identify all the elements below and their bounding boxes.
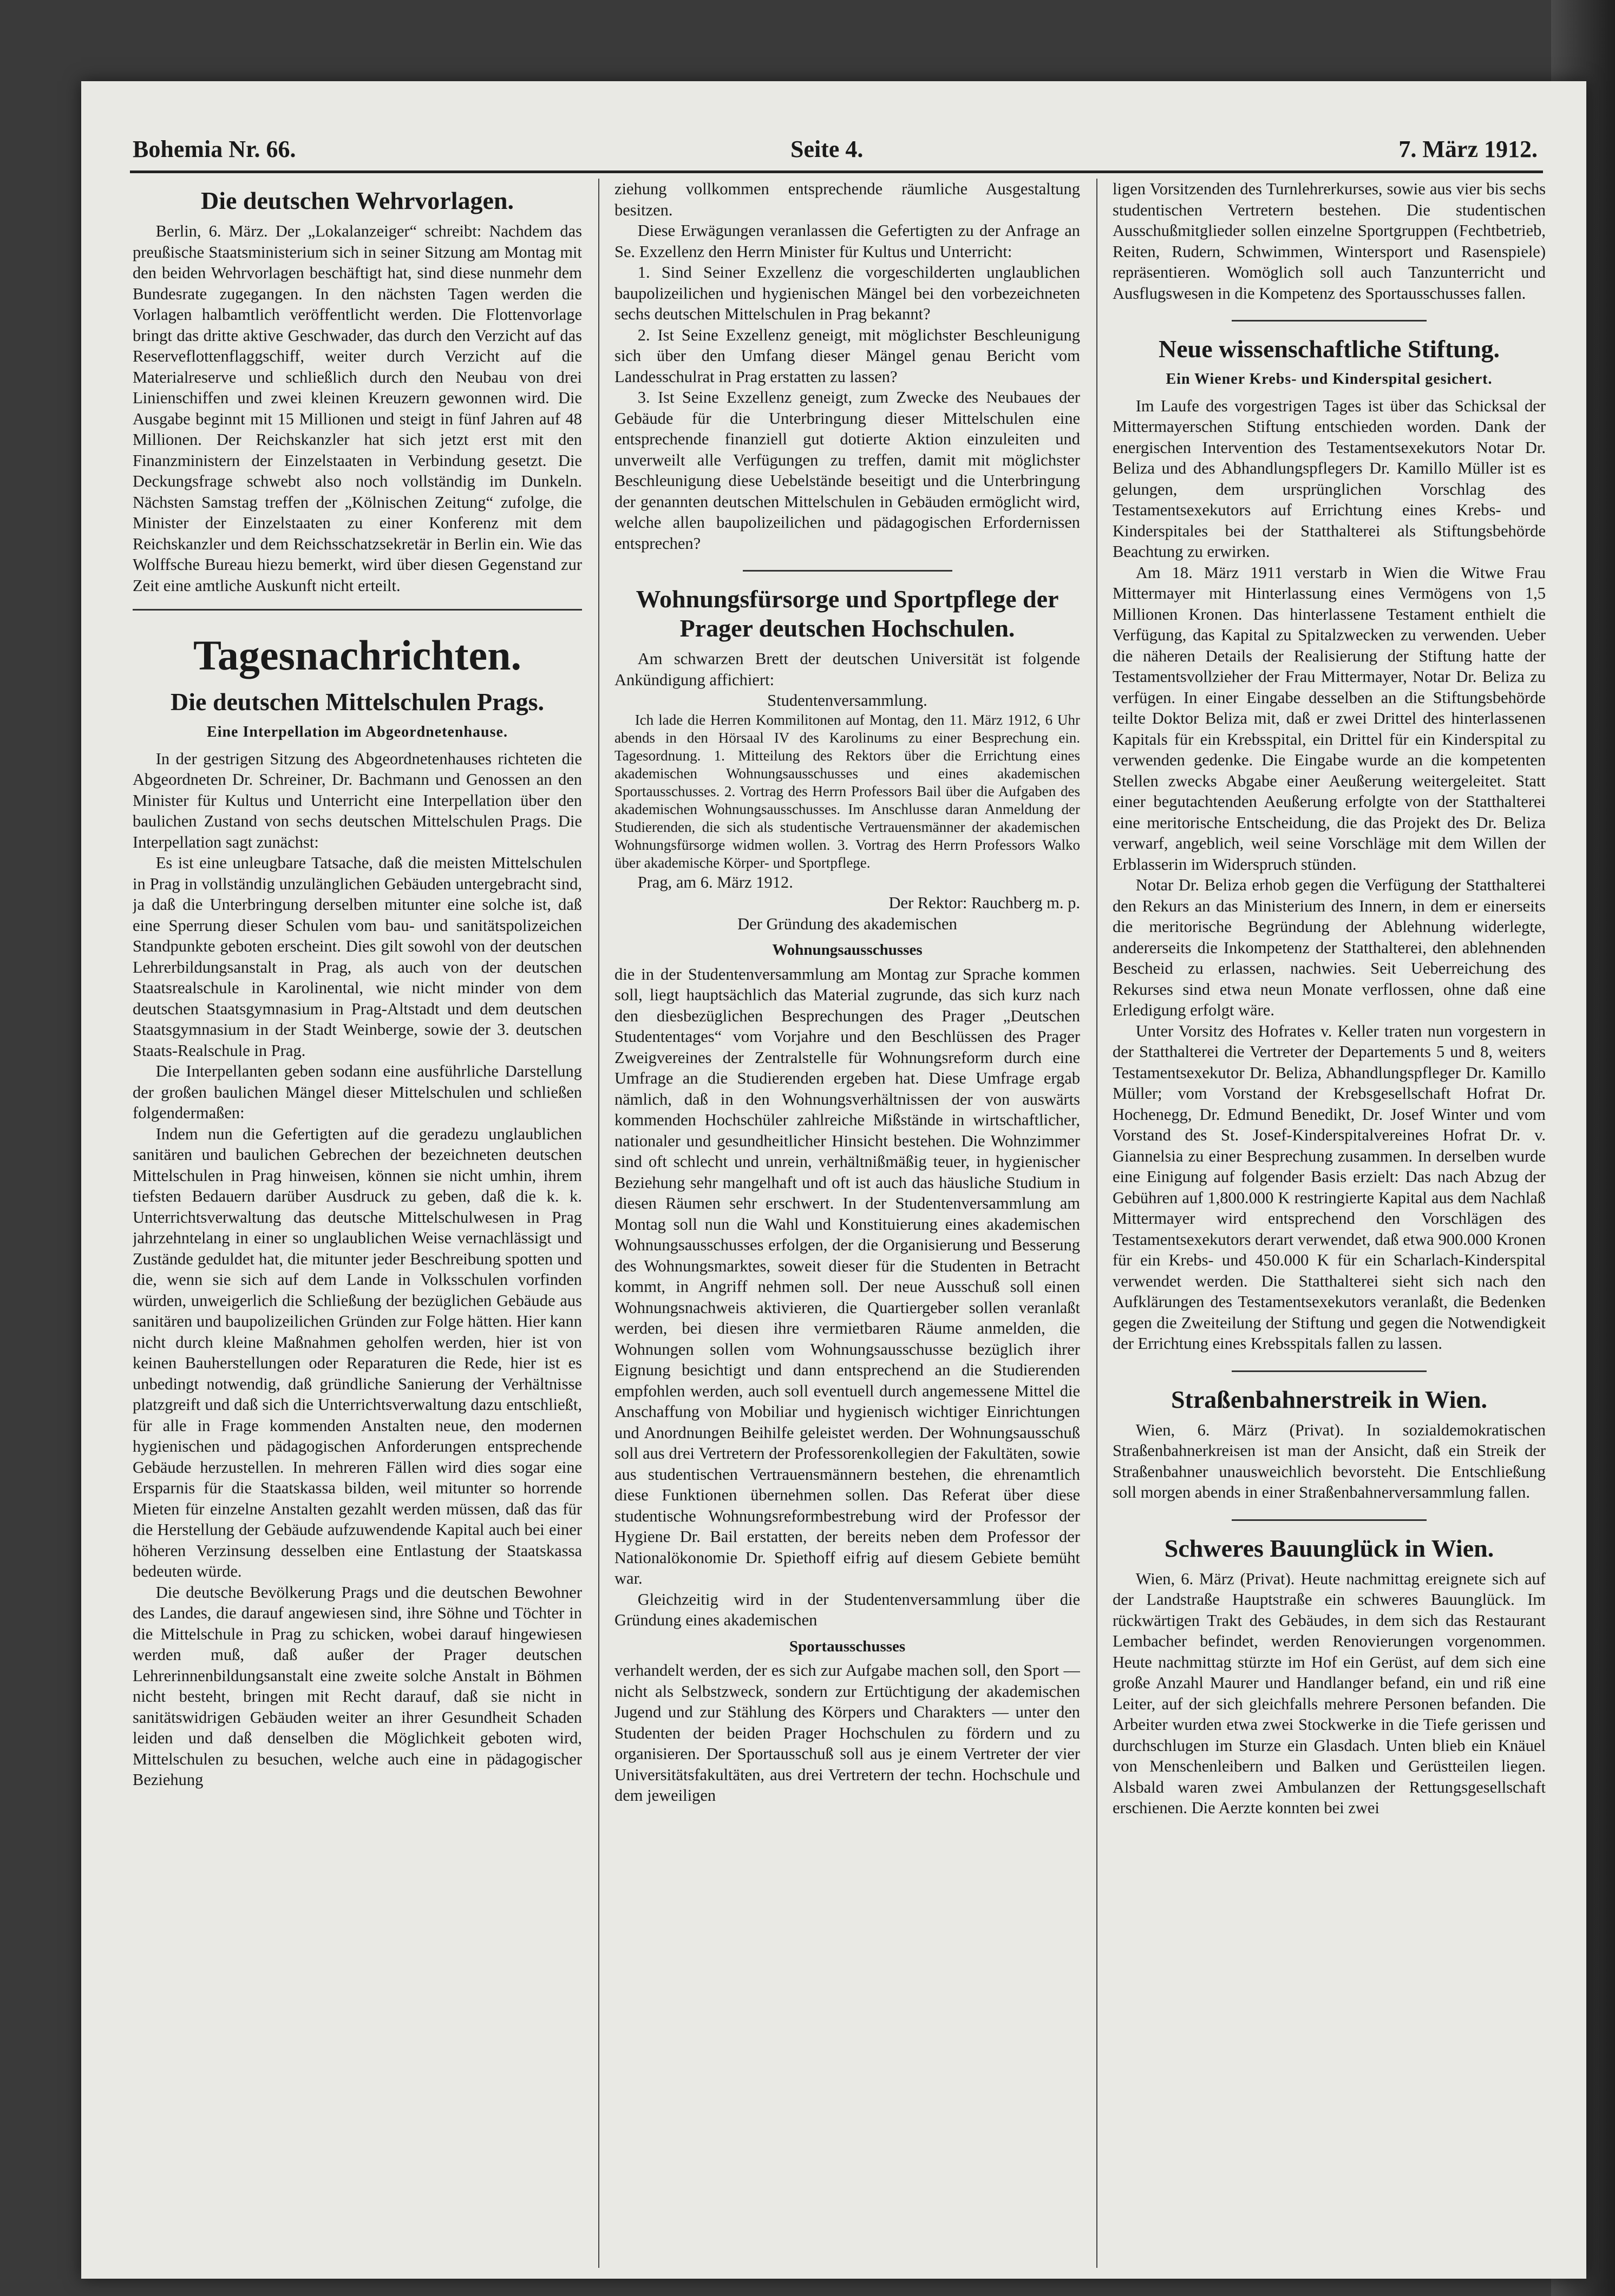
section-title-tagesnachrichten: Tagesnachrichten. [193,632,521,679]
article-text: ziehung vollkommen entsprechende räumliche Ausgestaltung besitzen. [614,180,1080,219]
article-text: 2. Ist Seine Exzellenz geneigt, mit möglichster Beschleunigung sich über den Umfang dieser Mängel genau Bericht vom Landesschulrat in Prag erstatten zu lassen? [614,325,1080,386]
article-text: Wien, 6. März (Privat). Heute nachmittag ereignete sich auf der Landstraße Hauptstraße ein schweres Bauunglück. Im rückwärtigen Trakt des Gebäudes, in dem sich das Restaurant Lembacher befindet, werden Renovierungen vorgenommen. Heute nachmittag stürzte im Hof ein Gerüst, auf dem sich eine große Anzahl Maurer und Handlanger befand, ein und riß eine Leiter, auf der sich gleichfalls mehrere Personen befanden. Die Arbeiter wurden etwa zwei Stockwerke in die Tiefe gerissen und durchschlugen im Sturze ein Glasdach. Unten blieb ein Knäuel von Menschenleibern und Balken und Gerüstteilen liegen. Alsbald waren zwei Ambulanzen der Rettungsgesellschaft erschienen. Die Aerzte konnten bei zwei [1113,1569,1546,1817]
article-subheading: Sportausschusses [789,1637,906,1655]
article-divider [1232,1370,1427,1372]
article-divider [1232,320,1427,322]
header-date: 7. März 1912. [1398,136,1538,162]
header-publication: Bohemia Nr. 66. [133,136,296,162]
article-title-mittelschulen: Die deutschen Mittelschulen Prags. [171,688,544,716]
article-divider [1232,1519,1427,1521]
article-text: Unter Vorsitz des Hofrates v. Keller traten nun vorgestern in der Statthalterei die Vertreter der Departements 5 und 8, weiters Testamentsexekutor Dr. Beliza, Abhandlungspfleger Dr. Kamillo Müller; vom Vorstand der Krebsgesellschaft Hofrat Dr. Hochenegg, Dr. Edmund Benedikt, Dr. Josef Winter und vom Vorstand des St. Josef-Kinderspitalvereines Hofrat Dr. v. Giannelsia zu einer Besprechung zusammen. In derselben wurde eine Einigung auf folgender Basis erzielt: Das nach Abzug der Gebühren auf 1,800.000 K restringierte Kapital aus dem Nachlaß Mittermayer wird entsprechend den Vorschlägen des Testamentsexekutors derart verwendet, daß etwa 900.000 Kronen für ein Krebs- und 450.000 K für ein Scharlach-Kinderspital verwendet werden. Die Statthalterei sieht sich nach den Aufklärungen des Testamentsexekutors veranlaßt, die Bedenken gegen die Zweiteilung der Stiftung und gegen die Notwendigkeit der Errichtung eines Krebsspitals fallen zu lassen. [1113,1021,1546,1353]
header-rule [130,170,1543,173]
column-2 [614,179,1080,2273]
article-subheading: Wohnungsausschusses [772,941,923,959]
notice-date: Prag, am 6. März 1912. [637,873,793,891]
article-text: Die deutsche Bevölkerung Prags und die deutschen Bewohner des Landes, die darauf angewiesen sind, ihre Söhne und Töchter in die Mittelschule in Prag zu schicken, wobei darauf hingewiesen werden muß, daß außer der Prager deutschen Lehrerinnenbildungsanstalt eine zweite solche Anstalt in Böhmen nicht besteht, bringen mit Recht darauf, daß sie nicht in sanitätswidrigen Gebäuden weiter an ihrer Gesundheit Schaden leiden und daß denselben die Möglichkeit geboten wird, Mittelschulen zu besuchen, welche auch eine in pädagogischer Beziehung [133,1583,582,1789]
notice-signature: Der Rektor: Rauchberg m. p. [888,894,1080,912]
article-text: Es ist eine unleugbare Tatsache, daß die meisten Mittelschulen in Prag in vollständig unzulänglichen Gebäuden untergebracht sind, ja daß die Unterbringung derselben mitunter eine solche ist, daß eine Sperrung dieser Schulen vom bau- und sanitätspolizeichen Standpunkte geboten erscheint. Dies gilt sowohl von der deutschen Lehrerbildungsanstalt in Prag, als auch von der deutschen Staatsrealschule in Karolinental, wie nicht minder von dem deutschen Staatsgymnasium in Prag-Altstadt und dem deutschen Staatsgymnasium in der Stadt Weinberge, sowie der 3. deutschen Staats-Realschule in Prag. [133,854,582,1060]
newspaper-page [81,81,1586,2279]
article-text: Die Interpellanten geben sodann eine ausführliche Darstellung der großen baulichen Mängel dieser Mittelschulen und schließen folgendermaßen: [133,1062,582,1122]
article-divider [743,570,952,572]
article-text: Am 18. März 1911 verstarb in Wien die Witwe Frau Mittermayer mit Hinterlassung eines Vermögens von 1,5 Millionen Kronen. Das hinterlassene Testament enthielt die Verfügung, das Kapital zu Spitalzwecken zu verwenden. Ueber die näheren Details der Realisierung der Stiftung hatte der Testamentsvollzieher der Frau Mittermayer, Notar Dr. Beliza zu verfügen. In einer Eingabe desselben an die Stiftungsbehörde teilte Doktor Beliza mit, daß er zwei Drittel des hinterlassenen Kapitals für ein Krebsspital, ein Drittel für ein Kinderspital zu verwenden gedenke. Die Eingabe wurde an die kompetenten Stellen zwecks Abgabe einer Aeußerung weitergeleitet. Statt einer begutachtenden Aeußerung erfolgte von der Statthalterei eine meritorische Entscheidung, die das Projekt des Dr. Beliza verwarf, angeblich, weil seine Vorschläge mit dem Willen der Erblasserin im Widerspruch stünden. [1113,563,1546,874]
article-text: Im Laufe des vorgestrigen Tages ist über das Schicksal der Mittermayerschen Stiftung entschieden worden. Dank der energischen Intervention des Testamentsexekutors Notar Dr. Beliza und des Abhandlungspflegers Dr. Kamillo Müller ist es gelungen, dem ursprünglichen Vorschlag des Testamentsexekutors auf Errichtung eines Krebs- und Kinderspitales bei der Statthalterei als Stiftungsbehörde Beachtung zu erwirken. [1113,396,1546,561]
column-1 [133,179,582,2273]
article-text: Gleichzeitig wird in der Studentenversammlung über die Gründung eines akademischen [614,1590,1080,1629]
notice-text: Ich lade die Herren Kommilitonen auf Montag, den 11. März 1912, 6 Uhr abends in den Hörsaal IV des Karolinums zu einer Besprechung ein. Tagesordnung. 1. Mitteilung des Rektors über die Errichtung eines akademischen Wohnungsausschusses und eines akademischen Sportausschusses. 2. Vortrag des Herrn Professors Bail über die Aufgaben des akademischen Wohnungsausschusses. Im Anschlusse daran Anmeldung der Studierenden, die sich als studentische Vertrauensmänner der akademischen Wohnungsfürsorge widmen wollen. 3. Vortrag des Herrn Professors Walko über akademische Körper- und Sportpflege. [614,711,1080,871]
article-text: Der Gründung des akademischen [737,914,957,933]
article-title-wehrvorlagen: Die deutschen Wehrvorlagen. [201,187,514,214]
article-text: Berlin, 6. März. Der „Lokalanzeiger“ schreibt: Nachdem das preußische Staatsministerium sich in seiner Sitzung am Montag mit den beiden Wehrvorlagen beschäftigt hat, sind diese nunmehr dem Bundesrate zugegangen. In den nächsten Tagen werden die Vorlagen halbamtlich veröffentlicht werden. Die Flottenvorlage bringt das dritte aktive Geschwader, das durch den Verzicht auf das Reserveflottenflaggschiff, weiter durch Verzicht auf die Materialreserve und schließlich durch den Neubau von drei Linienschiffen und zwei kleinen Kreuzern gewonnen wird. Die Ausgabe beginnt mit 15 Millionen und steigt in fünf Jahren auf 48 Millionen. Der Reichskanzler hat sich jetzt erst mit den Finanzministern der Einzelstaaten in Verbindung gesetzt. Die Deckungsfrage schwebt also noch vollständig im Dunkeln. Nächsten Samstag treffen der „Kölnischen Zeitung“ zufolge, die Minister der Einzelstaaten zu einer Konferenz mit dem Reichskanzler und dem Reichsschatzsekretär in Berlin ein. Wie das Wolffsche Bureau hiezu bemerkt, wird über diesen Gegenstand zur Zeit eine amtliche Auskunft nicht erteilt. [133,222,582,595]
article-text: Indem nun die Gefertigten auf die geradezu unglaublichen sanitären und baulichen Gebrechen der bezeichneten deutschen Mittelschulen in Prag hinweisen, können sie nicht umhin, ihrem tiefsten Bedauern darüber Ausdruck zu geben, daß die k. k. Unterrichtsverwaltung das deutsche Mittelschulwesen in Prag jahrzehntelang in einer so unglaublichen Weise vernachlässigt und Zustände geduldet hat, die mitunter jeder Beschreibung spotten und die, wenn sie sich auf dem Lande in Volksschulen vorfinden würden, unweigerlich die Schließung der bezüglichen Gebäude aus sanitären und baupolizeilichen Gründen zur Folge hätten. Hier kann nicht durch kleine Maßnahmen geholfen werden, hier ist von keinen Bauherstellungen oder Reparaturen die Rede, hier ist es unbedingt notwendig, daß gründliche Sanierung der Verhältnisse platzgreift und daß sich die Unterrichtsverwaltung dazu entschließt, für alle in Frage kommenden Anstalten neue, den modernen hygienischen und pädagogischen Anforderungen entsprechende Gebäude herzustellen. In mehreren Fällen wird dies sogar eine Ersparnis für die Staatskassa bilden, weil mitunter so horrende Mieten für einzelne Anstalten gezahlt werden müssen, daß das für die Herstellung der Gebäude aufzuwendende Kapital auch bei einer höheren Verzinsung desselben eine Entlastung der Staatskassa bedeuten würde. [133,1124,582,1580]
article-text: 1. Sind Seiner Exzellenz die vorgeschilderten unglaublichen baupolizeilichen und hygienischen Mängel bei den vorbezeichneten sechs deutschen Mittelschulen in Prag bekannt? [614,263,1080,323]
article-divider [133,609,582,611]
article-title-stiftung: Neue wissenschaftliche Stiftung. [1159,335,1500,363]
article-text: Am schwarzen Brett der deutschen Universität ist folgende Ankündigung affichiert: [614,650,1080,689]
article-subtitle: Eine Interpellation im Abgeordnetenhause. [207,724,508,740]
column-divider [1096,179,1097,2268]
header-page-number: Seite 4. [790,136,864,162]
article-text: 3. Ist Seine Exzellenz geneigt, zum Zwecke des Neubaues der Gebäude für die Unterbringung dieser Mittelschulen eine entsprechende finanziell gut dotierte Aktion einzuleiten und unverweilt alle Verfügungen zu treffen, damit mit möglichster Beschleunigung diese Uebelstände beseitigt und die Unterbringung der genannten deutschen Mittelschulen in Gebäuden ermöglicht wird, welche allen baupolizeilichen und pädagogischen Erfordernissen entsprechen? [614,388,1080,553]
notice-heading: Studentenversammlung. [767,691,927,710]
column-divider [598,179,599,2268]
article-text: Wien, 6. März (Privat). In sozialdemokratischen Straßenbahnerkreisen ist man der Ansicht, daß ein Streik der Straßenbahner unausweichlich bevorsteht. Die Entschließung soll morgen abends in einer Straßenbahnerversammlung fallen. [1113,1420,1546,1501]
article-text: In der gestrigen Sitzung des Abgeordnetenhauses richteten die Abgeordneten Dr. Schreiner, Dr. Bachmann und Genossen an den Minister für Kultus und Unterricht eine Interpellation über den baulichen Zustand von sechs deutschen Mittelschulen Prags. Die Interpellation sagt zunächst: [133,749,582,851]
article-text: verhandelt werden, der es sich zur Aufgabe machen soll, den Sport — nicht als Selbstzweck, sondern zur Ertüchtigung der akademischen Jugend und zur Stählung des Körpers und Charakters — unter den Studenten der beiden Prager Hochschulen zu fördern und zu organisieren. Der Sportausschuß soll aus je einem Vertreter der vier Universitätsfakultäten, aus drei Vertretern der techn. Hochschule und dem jeweiligen [614,1661,1080,1805]
article-text: ligen Vorsitzenden des Turnlehrerkurses, sowie aus vier bis sechs studentischen Vertretern bestehen. Die studentischen Ausschußmitglieder sollen einzelne Sportgruppen (Fechtbetrieb, Reiten, Rudern, Schwimmen, Wintersport und Rasenspiele) repräsentieren. Womöglich soll auch Tanzunterricht und Ausflugswesen in die Kompetenz des Sportausschusses fallen. [1113,180,1546,303]
article-text: Diese Erwägungen veranlassen die Gefertigten zu der Anfrage an Se. Exzellenz den Herrn Minister für Kultus und Unterricht: [614,221,1080,261]
article-title-strassenbahnerstreik: Straßenbahnerstreik in Wien. [1171,1385,1488,1413]
column-3 [1113,179,1546,2273]
article-text: die in der Studentenversammlung am Montag zur Sprache kommen soll, liegt hauptsächlich das Material zugrunde, das sich kurz nach den diesbezüglichen Besprechungen des Prager „Deutschen Studententages“ vom Vorjahre und den Beschlüssen des Prager Zweigvereines der Zentralstelle für Wohnungsreform durch eine Umfrage an die Studierenden ergeben hat. Diese Umfrage ergab nämlich, daß in den Wohnungsverhältnissen der von auswärts kommenden Hochschüler zahlreiche Mißstände in wirtschaftlicher, nationaler und gesundheitlicher Hinsicht bestehen. Die Wohnzimmer sind oft schlecht und unrein, verhältnißmäßig teuer, in hygienischer Beziehung sehr mangelhaft und oft ist auch das häusliche Studium in diesen Räumen sehr erschwert. In der Studentenversammlung am Montag soll nun die Wahl und Konstituierung eines akademischen Wohnungsausschusses erfolgen, der die Organisierung und Besserung des Wohnungsmarktes, soweit dieser für die Studenten in Betracht kommt, in Angriff nehmen soll. Der neue Ausschuß soll einen Wohnungsnachweis aktivieren, die Quartiergeber sollen veranlaßt werden, bei diesen ihre vermietbaren Räume anmelden, die Wohnungen sollen vom Wohnungsausschusse bezüglich ihrer Eignung besichtigt und dann entsprechend an die Studierenden empfohlen werden, auch soll eventuell durch angemessene Mittel die Anschaffung von Mobiliar und hygienisch wichtiger Einrichtungen und Anordnungen Beihilfe geleistet werden. Der Wohnungsausschuß soll aus drei Vertretern der Professorenkollegien der Fakultäten, sowie aus studentischen Vertrauensmännern bestehen, die ehrenamtlich diese Funktionen übernehmen sollen. Das Referat über diese studentische Wohnungsreformbestrebung wird der Professor der Hygiene Dr. Bail erstatten, der bereits neben dem Professor der Nationalökonomie Dr. Spiethoff eifrig auf diesem Gebiete bemüht war. [614,965,1080,1587]
article-title-bauunglueck: Schweres Bauunglück in Wien. [1164,1534,1494,1562]
article-title-wohnungsfuersorge: Wohnungsfürsorge und Sportpflege der Prager deutschen Hochschulen. [636,585,1059,642]
article-subtitle: Ein Wiener Krebs- und Kinderspital gesichert. [1166,371,1493,388]
article-text: Notar Dr. Beliza erhob gegen die Verfügung der Statthalterei den Rekurs an das Ministerium des Innern, in dem er einerseits die meritorische Begründung der Ablehnung widerlegte, andererseits die Inkompetenz der Statthalterei, den ablehnenden Bescheid zu erlassen, nachwies. Seit Ueberreichung des Rekurses sind etwa neun Monate verflossen, ohne daß eine Erledigung erfolgt wäre. [1113,876,1546,1019]
